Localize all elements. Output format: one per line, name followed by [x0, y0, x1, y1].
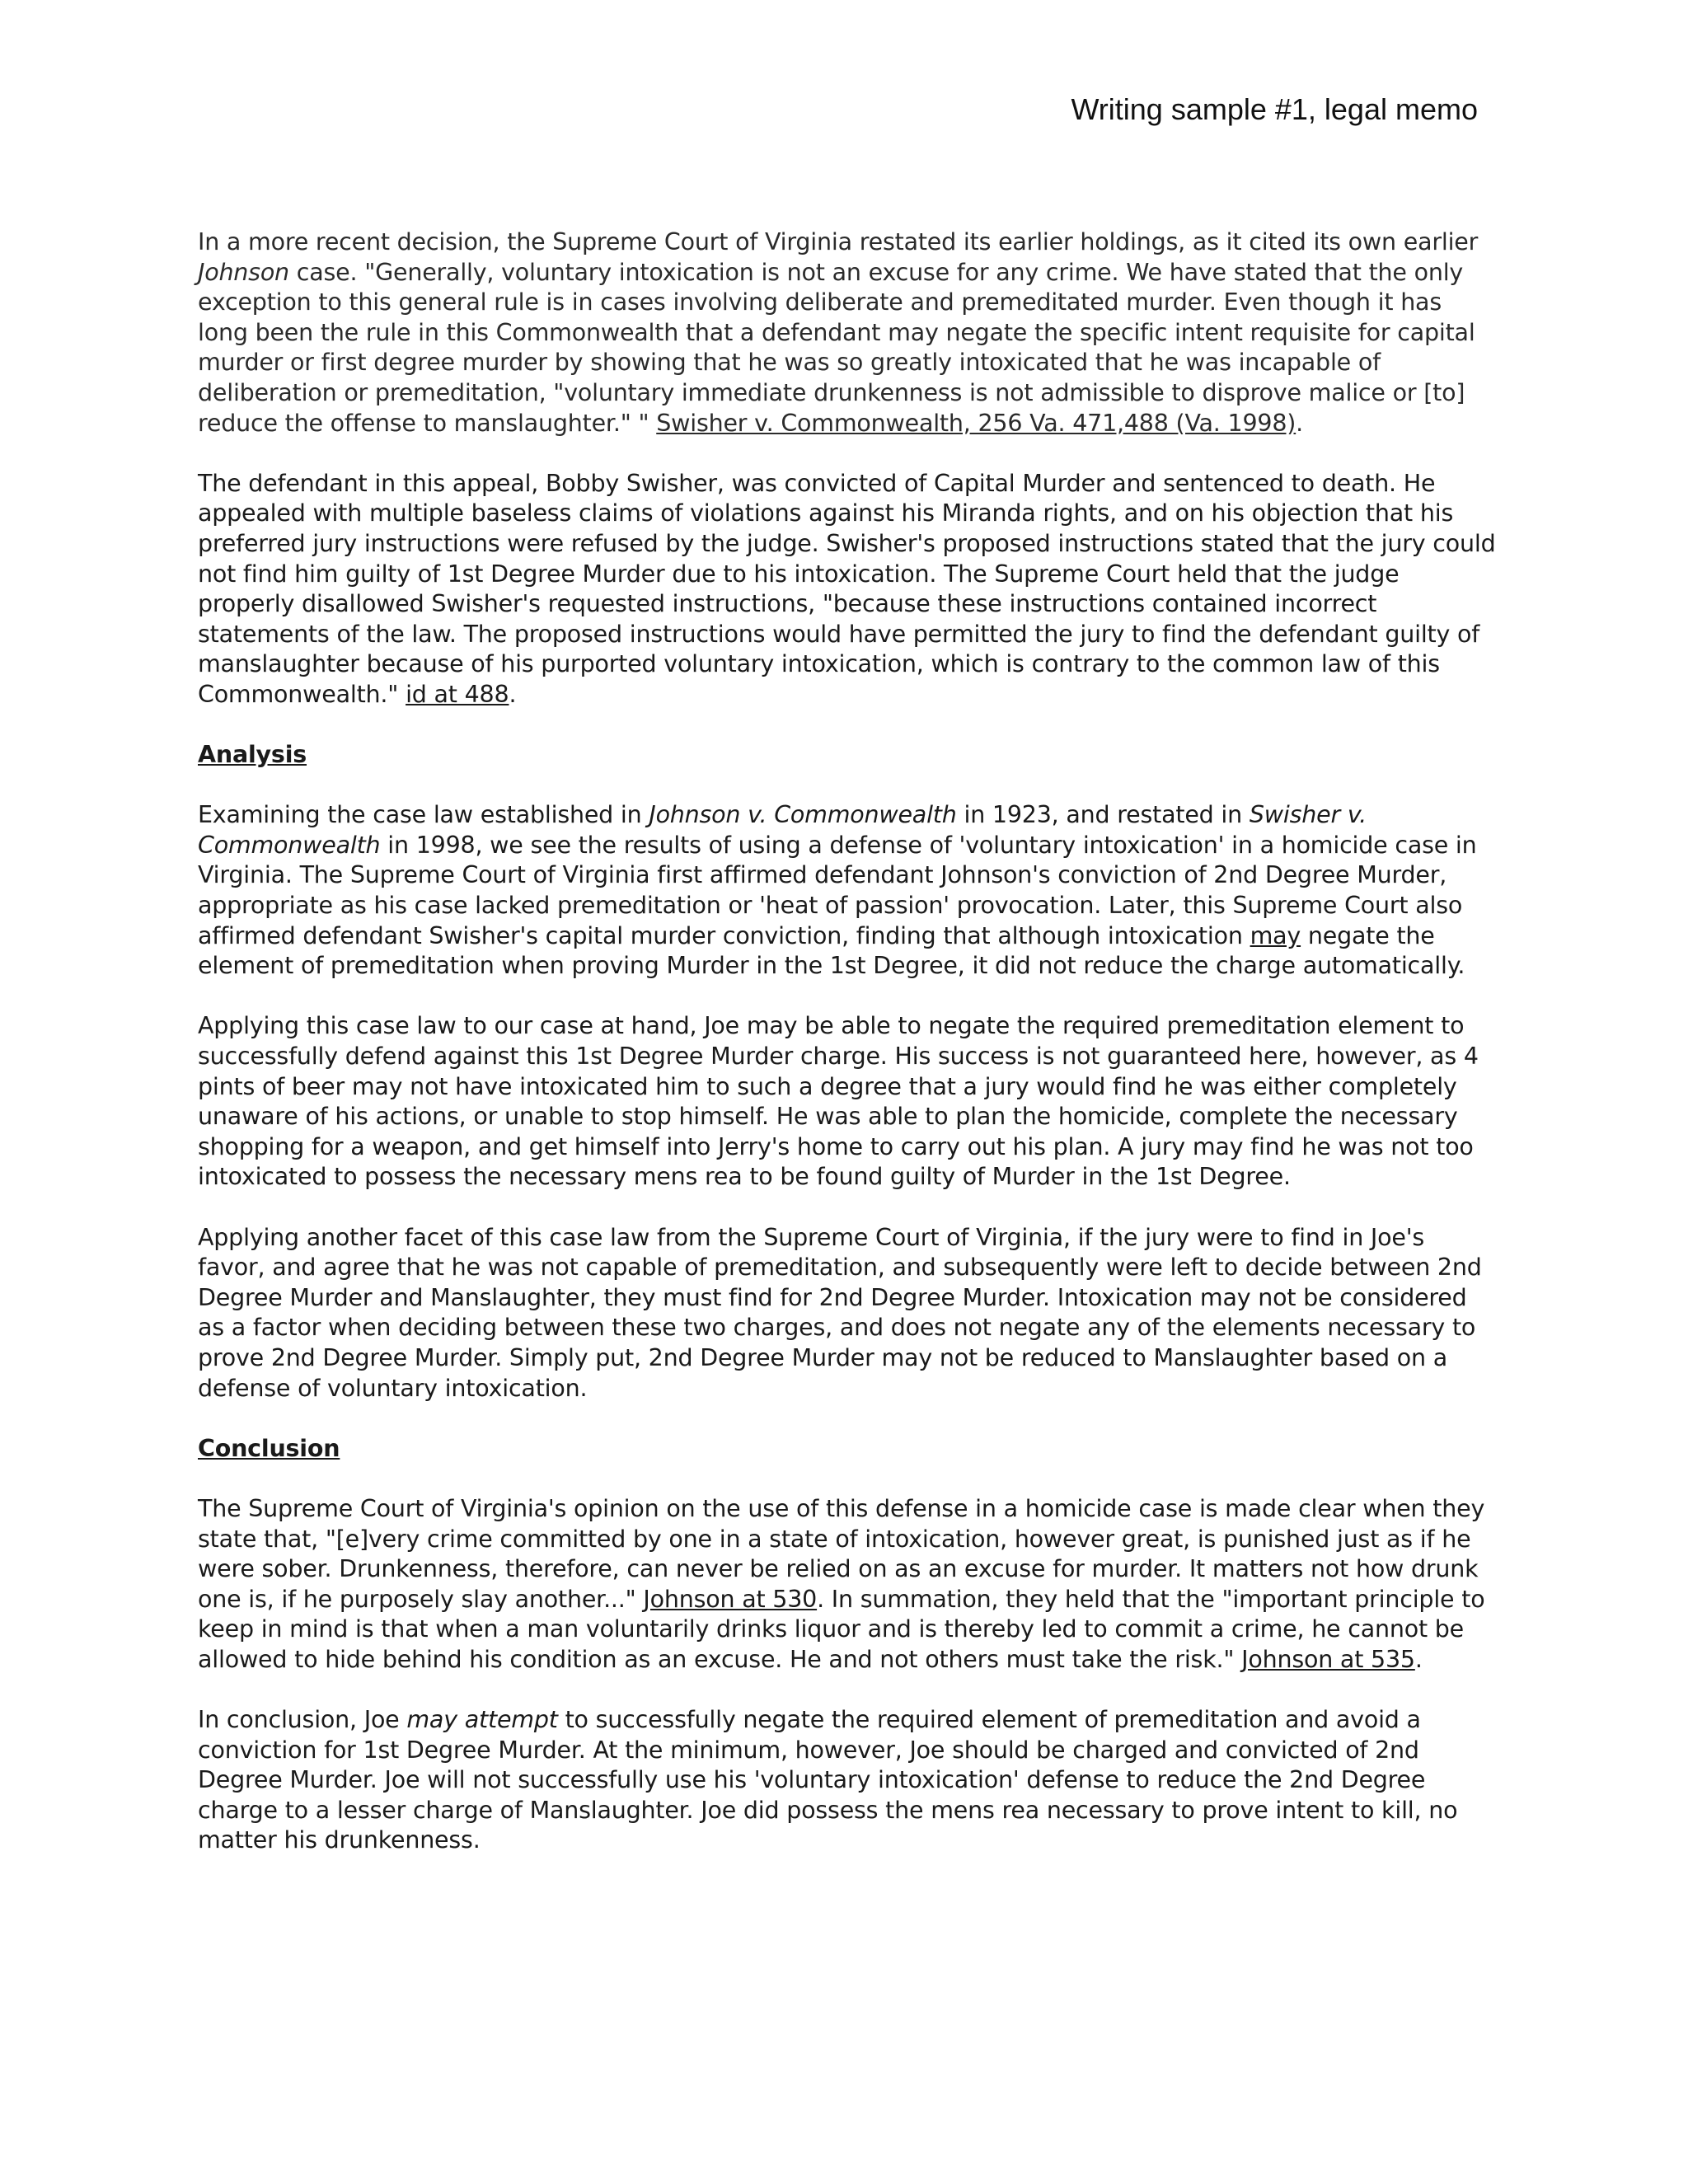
section-heading-conclusion: Conclusion — [198, 1434, 340, 1462]
citation: Johnson at 530 — [643, 1585, 818, 1613]
section-heading-analysis: Analysis — [198, 741, 307, 769]
citation: Johnson at 535 — [1241, 1645, 1415, 1673]
paragraph-analysis-3: Applying another facet of this case law from the Supreme Court of Virginia, if the jury were to find in Joe's favor, and agree that he was not capable of premeditation, and subsequently were left to decide between 2nd Degree Murder and Manslaughter, they must find for 2nd Degree Murder. Intoxication may not be considered as a factor when deciding between these two charges, and does not negate any of the elements necessary to prove 2nd Degree Murder. Simply put, 2nd Degree Murder may not be reduced to Manslaughter based on a defense of voluntary intoxication. — [198, 1223, 1482, 1402]
emphasis: may — [1250, 921, 1301, 949]
paragraph-analysis-2: Applying this case law to our case at hand, Joe may be able to negate the required premeditation element to successfully defend against this 1st Degree Murder charge. His success is not guaranteed here, however, as 4 pints of beer may not have intoxicated him to such a degree that a jury would find he was either completely unaware of his actions, or unable to stop himself. He was able to plan the homicide, complete the necessary shopping for a weapon, and get himself into Jerry's home to carry out his plan. A jury may find he was not too intoxicated to possess the necessary mens rea to be found guilty of Murder in the 1st Degree. — [198, 1012, 1479, 1191]
paragraph-analysis-1: Examining the case law established in Johnson v. Commonwealth in 1923, and restated in Swisher v. Commonwealth in 1998, we see the results of using a defense of 'voluntary intoxication' in a homicide case in Virginia. The Supreme Court of Virginia first affirmed defendant Johnson's conviction of 2nd Degree Murder, appropriate as his case lacked premeditation or 'heat of passion' provocation. Later, this Supreme Court also affirmed defendant Swisher's capital murder conviction, finding that although intoxication may negate the element of premeditation when proving Murder in the 1st Degree, it did not reduce the charge automatically. — [198, 801, 1477, 980]
case-name: Swisher v. Commonwealth — [198, 801, 1367, 859]
case-name: Johnson — [198, 258, 289, 286]
paragraph-swisher-quote: In a more recent decision, the Supreme Court of Virginia restated its earlier holdings, as it cited its own earlier Johnson case. "Generally, voluntary intoxication is not an excuse for any crime. We have stated that the only exception to this general rule is in cases involving deliberate and premeditated murder. Even though it has long been the rule in this Commonwealth that a defendant may negate the specific intent requisite for capital murder or first degree murder by showing that he was so greatly intoxicated that he was incapable of deliberation or premeditation, "voluntary immediate drunkenness is not admissible to disprove malice or [to] reduce the offense to manslaughter." " Swisher v. Commonwealth, 256 Va. 471,488 (Va. 1998). — [198, 228, 1479, 437]
paragraph-conclusion-1: The Supreme Court of Virginia's opinion on the use of this defense in a homicide case is made clear when they state that, "[e]very crime committed by one in a state of intoxication, however great, is punished just as if he were sober. Drunkenness, therefore, can never be relied on as an excuse for murder. It matters not how drunk one is, if he purposely slay another..." Johnson at 530. In summation, they held that the "important principle to keep in mind is that when a man voluntarily drinks liquor and is thereby led to commit a crime, he cannot be allowed to hide behind his condition as an excuse. He and not others must take the risk." Johnson at 535. — [198, 1494, 1485, 1673]
memo-body — [198, 227, 1496, 1886]
case-name: Johnson v. Commonwealth — [649, 801, 957, 829]
paragraph-swisher-facts: The defendant in this appeal, Bobby Swisher, was convicted of Capital Murder and sentenced to death. He appealed with multiple baseless claims of violations against his Miranda rights, and on his objection that his preferred jury instructions were refused by the judge. Swisher's proposed instructions stated that the jury could not find him guilty of 1st Degree Murder due to his intoxication. The Supreme Court held that the judge properly disallowed Swisher's requested instructions, "because these instructions contained incorrect statements of the law. The proposed instructions would have permitted the jury to find the defendant guilty of manslaughter because of his purported voluntary intoxication, which is contrary to the common law of this Commonwealth." id at 488. — [198, 469, 1496, 708]
emphasis: may attempt — [406, 1706, 558, 1734]
paragraph-conclusion-2: In conclusion, Joe may attempt to successfully negate the required element of premeditation and avoid a conviction for 1st Degree Murder. At the minimum, however, Joe should be charged and convicted of 2nd Degree Murder. Joe will not successfully use his 'voluntary intoxication' defense to reduce the 2nd Degree charge to a lesser charge of Manslaughter. Joe did possess the mens rea necessary to prove intent to kill, no matter his drunkenness. — [198, 1706, 1458, 1854]
citation: id at 488 — [406, 680, 509, 708]
citation: Swisher v. Commonwealth, 256 Va. 471,488 (Va. 1998) — [656, 409, 1296, 437]
page-header: Writing sample #1, legal memo — [1071, 92, 1478, 126]
